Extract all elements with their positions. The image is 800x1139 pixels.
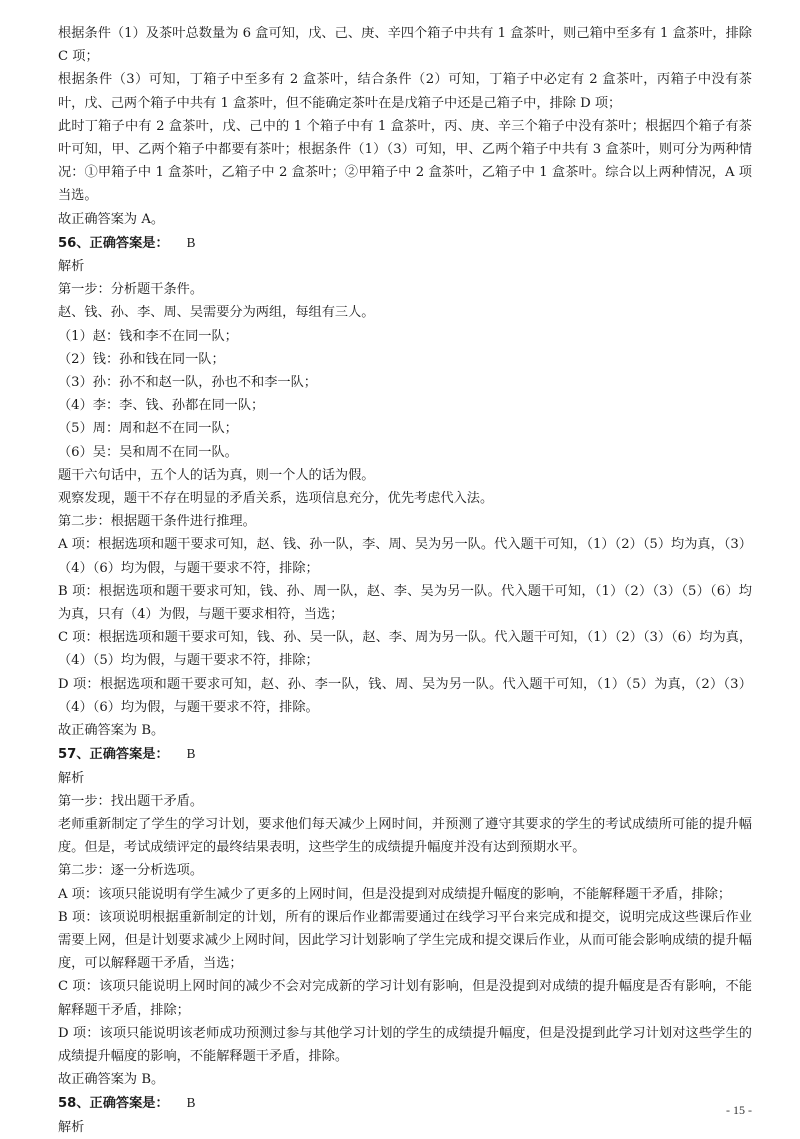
paragraph: 解析 [58, 1119, 85, 1135]
paragraph: 根据条件（1）及茶叶总数量为 6 盒可知，戊、己、庚、辛四个箱子中共有 1 盒茶叶，则己箱中至多有 1 盒茶叶，排除 C 项； [58, 26, 752, 65]
page-number: - 15 - [726, 1102, 752, 1117]
answer-heading [58, 1091, 752, 1115]
paragraph: 第二步：逐一分析选项。 [58, 863, 204, 879]
paragraph: （3）孙：孙不和赵一队，孙也不和李一队； [58, 375, 317, 391]
paragraph: 根据条件（3）可知，丁箱子中至多有 2 盒茶叶，结合条件（2）可知，丁箱子中必定有 2 盒茶叶，丙箱子中没有茶叶，戊、己两个箱子中共有 1 盒茶叶，但不能确定茶叶在是戊箱子中还是己箱子中，排除 D 项； [58, 72, 752, 111]
paragraph: 此时丁箱子中有 2 盒茶叶，戊、己中的 1 个箱子中有 1 盒茶叶，丙、庚、辛三个箱子中没有茶叶；根据四个箱子有茶叶可知，甲、乙两个箱子中都要有茶叶；根据条件（1）（3）可知，甲、乙两个箱子中共有 3 盒茶叶，则可分为两种情况：①甲箱子中 1 盒茶叶，乙箱子中 2 盒茶叶；②甲箱子中 2 盒茶叶，乙箱子中 1 盒茶叶。综合以上两种情况，A 项当选。 [58, 118, 752, 204]
answer-letter: B [186, 1095, 196, 1111]
answer-heading-label: 57、正确答案是： [58, 747, 169, 763]
paragraph: D 项：该项只能说明该老师成功预测过参与其他学习计划的学生的成绩提升幅度，但是没提到此学习计划对这些学生的成绩提升幅度的影响，不能解释题干矛盾，排除。 [58, 1025, 752, 1064]
paragraph: 故正确答案为 B。 [58, 723, 165, 739]
paragraph: 题干六句话中，五个人的话为真，则一个人的话为假。 [58, 467, 375, 483]
paragraph: B 项：根据选项和题干要求可知，钱、孙、周一队，赵、李、吴为另一队。代入题干可知，（1）（2）（3）（5）（6）均为真，只有（4）为假，与题干要求相符，当选； [58, 583, 752, 623]
paragraph: C 项：该项只能说明上网时间的减少不会对完成新的学习计划有影响，但是没提到对成绩的提升幅度是否有影响，不能解释题干矛盾，排除； [58, 979, 752, 1018]
paragraph: （6）吴：吴和周不在同一队。 [58, 444, 238, 460]
paragraph: 观察发现，题干不存在明显的矛盾关系，选项信息充分，优先考虑代入法。 [58, 491, 494, 507]
paragraph: 解析 [58, 770, 85, 786]
paragraph: 故正确答案为 A。 [58, 211, 165, 227]
paragraph: （4）李：李、钱、孙都在同一队； [58, 398, 265, 414]
paragraph: （1）赵：钱和李不在同一队； [58, 328, 238, 344]
paragraph: （2）钱：孙和钱在同一队； [58, 351, 225, 367]
paragraph: （5）周：周和赵不在同一队； [58, 421, 238, 437]
paragraph: C 项：根据选项和题干要求可知，钱、孙、吴一队，赵、李、周为另一队。代入题干可知，（1）（2）（3）（6）均为真，（4）（5）均为假，与题干要求不符，排除； [58, 630, 753, 669]
answer-heading-label: 58、正确答案是： [58, 1096, 169, 1112]
paragraph: 第一步：分析题干条件。 [58, 282, 204, 298]
paragraph: 第一步：找出题干矛盾。 [58, 793, 204, 809]
paragraph: 第二步：根据题干条件进行推理。 [58, 514, 256, 530]
paragraph: 老师重新制定了学生的学习计划，要求他们每天减少上网时间，并预测了遵守其要求的学生的考试成绩所可能的提升幅度。但是，考试成绩评定的最终结果表明，这些学生的成绩提升幅度并没有达到预期水平。 [58, 816, 752, 856]
answer-letter: B [186, 746, 196, 762]
answer-heading [58, 742, 752, 766]
answer-heading [58, 231, 752, 255]
paragraph: A 项：该项只能说明有学生减少了更多的上网时间，但是没提到对成绩提升幅度的影响，不能解释题干矛盾，排除； [58, 886, 732, 902]
paragraph: A 项：根据选项和题干要求可知，赵、钱、孙一队，李、周、吴为另一队。代入题干可知，（1）（2）（5）均为真，（3）（4）（6）均为假，与题干要求不符，排除； [58, 537, 752, 576]
paragraph: D 项：根据选项和题干要求可知，赵、孙、李一队，钱、周、吴为另一队。代入题干可知，（1）（5）为真，（2）（3）（4）（6）均为假，与题干要求不符，排除。 [58, 676, 752, 715]
document-body [58, 22, 752, 1139]
paragraph: 解析 [58, 259, 85, 275]
answer-heading-label: 56、正确答案是： [58, 235, 169, 251]
paragraph: 赵、钱、孙、李、周、吴需要分为两组，每组有三人。 [58, 305, 375, 321]
paragraph: B 项：该项说明根据重新制定的计划，所有的课后作业都需要通过在线学习平台来完成和提交，说明完成这些课后作业需要上网，但是计划要求减少上网时间，因此学习计划影响了学生完成和提交课后作业，从而可能会影响成绩的提升幅度，可以解释题干矛盾，当选； [58, 909, 752, 972]
paragraph: 故正确答案为 B。 [58, 1072, 165, 1088]
answer-letter: B [186, 234, 196, 250]
